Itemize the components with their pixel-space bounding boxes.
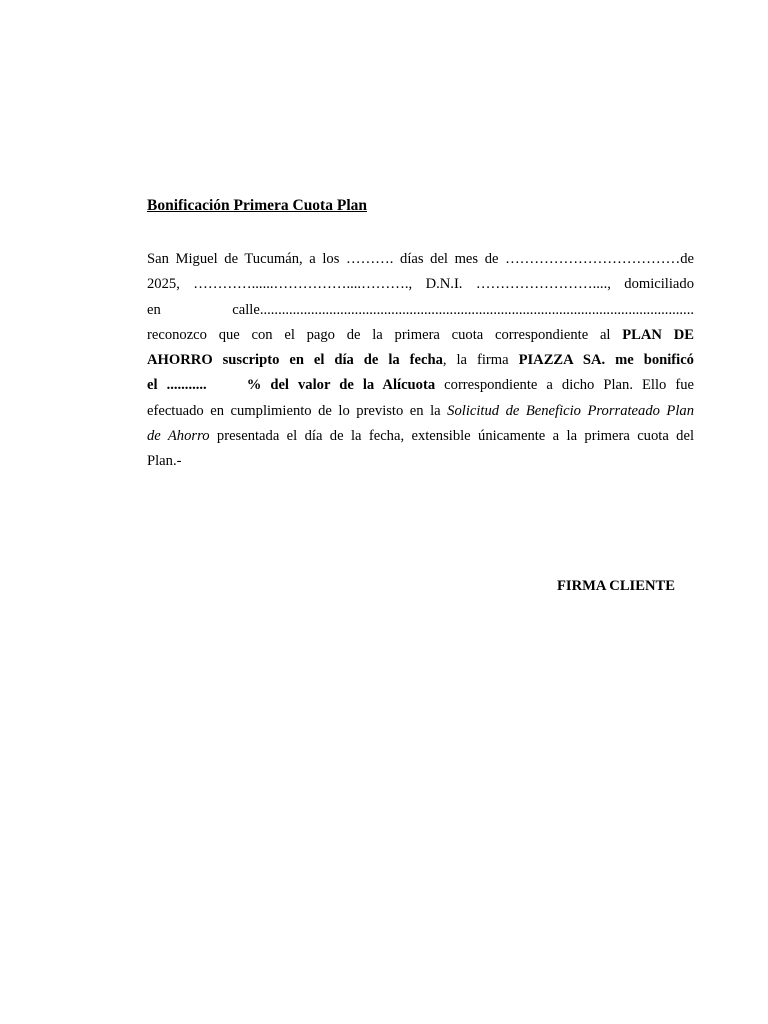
body-line-4-text: reconozco que con el pago de la primera cuota correspondiente al xyxy=(147,326,611,343)
body-line-9 xyxy=(147,449,694,474)
document-title: Bonificación Primera Cuota Plan xyxy=(147,197,367,214)
body-line-6-text: correspondiente a dicho Plan. Ello fue xyxy=(444,377,694,394)
body-line-5 xyxy=(147,348,694,373)
body-line-4 xyxy=(147,323,694,348)
ahorro-suscripto-bold: AHORRO suscripto en el día de la fecha xyxy=(147,352,443,369)
body-line-2-text: 2025, …………......……………....………., D.N.I. ……………………...., domiciliado xyxy=(147,276,694,293)
piazza-bold: PIAZZA SA. me bonificó xyxy=(518,352,694,369)
body-line-8-text: presentada el día de la fecha, extensible únicamente a la primera cuota del xyxy=(216,428,694,445)
body-line-7-text: efectuado en cumplimiento de lo previsto en la xyxy=(147,402,441,419)
body-line-6 xyxy=(147,373,694,398)
signature-label: FIRMA CLIENTE xyxy=(557,578,675,594)
body-line-5-text: , la firma xyxy=(442,352,509,369)
body-line-1 xyxy=(147,247,694,272)
el-percent-bold: el ........... xyxy=(147,377,207,394)
body-line-3-text: en calle....................................................................................................................... xyxy=(147,301,694,318)
body-line-3 xyxy=(147,298,694,323)
body-line-1-text: San Miguel de Tucumán, a los ………. días del mes de ………………………………de xyxy=(147,251,694,267)
plan-de-bold: PLAN DE xyxy=(622,326,694,343)
document-body xyxy=(147,247,694,475)
valor-alicuota-bold: % del valor de la Alícuota xyxy=(246,377,436,394)
body-line-2 xyxy=(147,272,694,297)
body-line-8 xyxy=(147,424,694,449)
de-ahorro-italic: de Ahorro xyxy=(147,428,210,445)
solicitud-italic: Solicitud de Beneficio Prorrateado Plan xyxy=(447,402,694,419)
body-line-9-text: Plan.- xyxy=(147,453,182,470)
body-line-7 xyxy=(147,399,694,424)
